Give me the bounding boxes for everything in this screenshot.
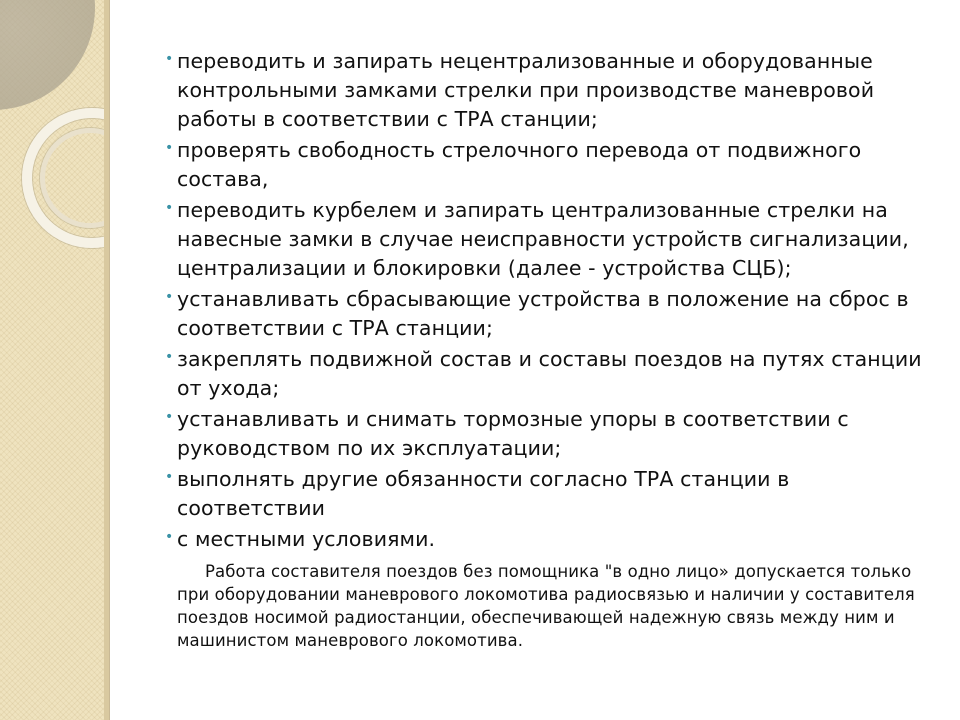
bullet-dot-icon: •: [165, 289, 174, 305]
bullet-text: переводить и запирать нецентрализованные и оборудованные контрольными замками стрелки при производстве маневровой работы в соответствии с ТРА станции;: [177, 49, 875, 131]
bullet-dot-icon: •: [165, 200, 174, 216]
bullet-dot-icon: •: [165, 349, 174, 365]
bullet-item: [165, 345, 925, 403]
slide-content: [165, 47, 925, 652]
decorative-disc: [0, 0, 95, 110]
bullet-dot-icon: •: [165, 140, 174, 156]
bullet-text: устанавливать и снимать тормозные упоры в соответствии с руководством по их эксплуатации;: [177, 407, 849, 460]
bullet-dot-icon: •: [165, 51, 174, 67]
bullet-text: выполнять другие обязанности согласно ТРА станции в соответствии: [177, 467, 790, 520]
bullet-text: переводить курбелем и запирать централизованные стрелки на навесные замки в случае неисправности устройств сигнализации, централизации и блокировки (далее - устройства СЦБ);: [177, 198, 909, 280]
bullet-text: проверять свободность стрелочного перевода от подвижного состава,: [177, 138, 862, 191]
bullet-item: [165, 465, 925, 523]
bullet-item: [165, 196, 925, 283]
bullet-item: [165, 285, 925, 343]
note-text: Работа составителя поездов без помощника "в одно лицо» допускается только при оборудовании маневрового локомотива радиосвязью и наличии у составителя поездов носимой радиостанции, обеспечивающей надежную связь между ним и машинистом маневрового локомотива.: [177, 562, 915, 650]
sidebar-edge-line: [109, 0, 110, 720]
decorative-sidebar: [0, 0, 104, 720]
bullet-dot-icon: •: [165, 469, 174, 485]
bullet-item: [165, 405, 925, 463]
bullet-dot-icon: •: [165, 409, 174, 425]
bullet-item: [165, 136, 925, 194]
bullet-text: с местными условиями.: [177, 527, 436, 551]
bullet-item: [165, 47, 925, 134]
bullet-item: [165, 525, 925, 554]
bullet-dot-icon: •: [165, 529, 174, 545]
bullet-text: закреплять подвижной состав и составы поездов на путях станции от ухода;: [177, 347, 922, 400]
bullet-text: устанавливать сбрасывающие устройства в положение на сброс в соответствии с ТРА станции;: [177, 287, 909, 340]
note-paragraph: [165, 560, 925, 652]
